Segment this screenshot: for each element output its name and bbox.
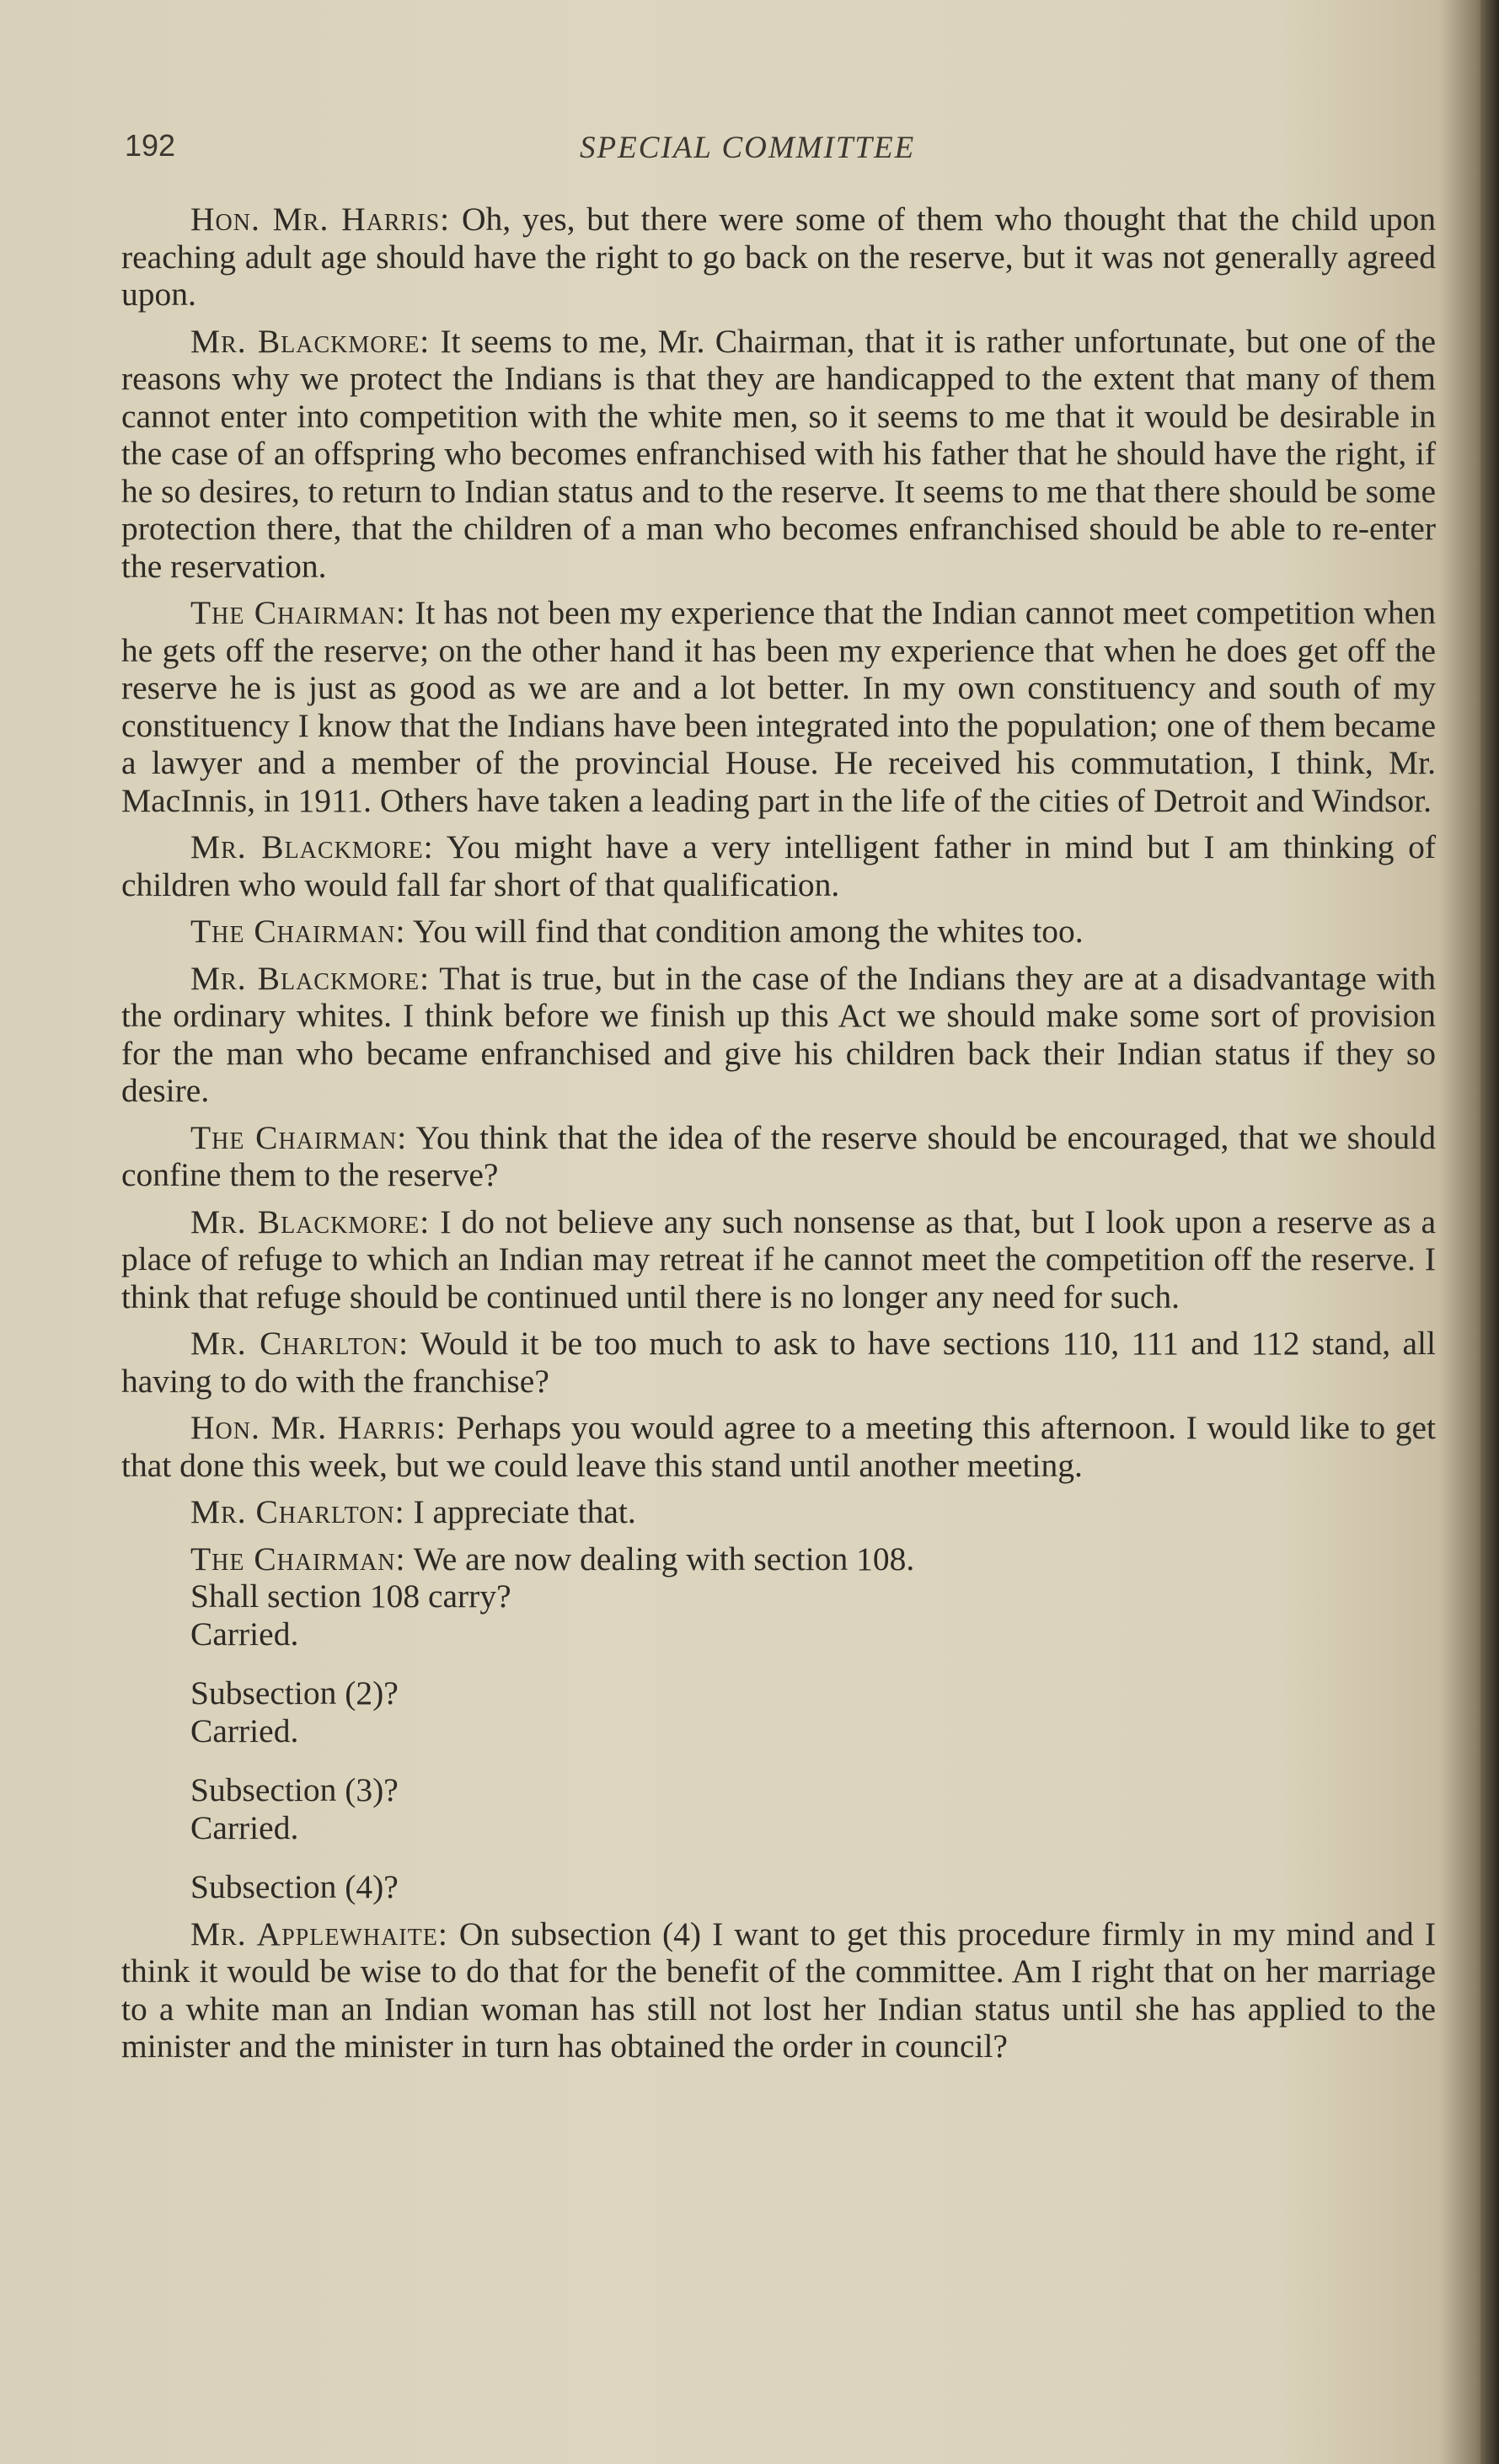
paragraph: [121, 1915, 1436, 2065]
paragraph-text: You think that the idea of the reserve should be encouraged, that we should confine them to the reserve?: [121, 1118, 1437, 1193]
paragraph: [121, 1409, 1436, 1484]
book-spine-edge: [1480, 0, 1499, 2464]
procedure-question: Subsection (3)?: [190, 1771, 399, 1808]
paragraph: [121, 828, 1436, 903]
paragraph-text: You will find that condition among the whites too.: [405, 913, 1084, 950]
procedure-result: Carried.: [190, 1711, 299, 1749]
speaker-name: The Chairman:: [190, 1540, 406, 1577]
paragraph: [121, 960, 1436, 1110]
paragraph: [121, 594, 1436, 819]
paragraph: [121, 201, 1436, 313]
paragraph: [121, 1493, 1436, 1531]
paragraph-text: You might have a very intelligent father in mind but I am thinking of children who would fall far short of that qualification.: [121, 828, 1436, 903]
procedure-question: Subsection (4)?: [190, 1868, 399, 1905]
speaker-name: Mr. Applewhaite:: [190, 1915, 448, 1952]
paragraph-text: It has not been my experience that the Indian cannot meet competition when he gets off the reserve; on the other hand it has been my experience that when he does get off the reserve he is just as good as we are and a lot better. In my own constituency and south of my constituency I know that the Indians have been integrated into the population; one of them became a lawyer and a member of the provincial House. He received his commutation, I think, Mr. MacInnis, in 1911. Others have taken a leading part in the life of the cities of Detroit and Windsor.: [121, 594, 1436, 819]
paragraph: [121, 323, 1436, 586]
paragraph-text: Would it be too much to ask to have sections 110, 111 and 112 stand, all having to do with the franchise?: [121, 1325, 1437, 1400]
speaker-name: The Chairman:: [190, 594, 406, 631]
paragraph: [121, 1119, 1436, 1194]
paragraph-text: That is true, but in the case of the Indians they are at a disadvantage with the ordinary whites. I think before we finish up this Act we should make some sort of provision for the man who became enfranchised and give his children back their Indian status if they so desire.: [121, 959, 1436, 1109]
page-number: 192: [125, 128, 176, 163]
speaker-name: Mr. Blackmore:: [190, 959, 431, 997]
paragraph: [121, 1203, 1436, 1316]
paragraph: [121, 913, 1436, 951]
speaker-name: Mr. Blackmore:: [190, 1203, 431, 1240]
paragraph-text: Oh, yes, but there were some of them who thought that the child upon reaching adult age should have the right to go back on the reserve, but it was not generally agreed upon.: [121, 201, 1437, 313]
speaker-name: Mr. Charlton:: [190, 1493, 405, 1530]
running-title: SPECIAL COMMITTEE: [580, 131, 916, 165]
paragraph-text: Perhaps you would agree to a meeting this afternoon. I would like to get that done this week, but we could leave this stand until another meeting.: [121, 1409, 1436, 1484]
paragraph-text: It seems to me, Mr. Chairman, that it is rather unfortunate, but one of the reasons why we protect the Indians is that they are handicapped to the extent that many of them cannot enter into competition with the white men, so it seems to me that it would be desirable in the case of an offspring who becomes enfranchised with his father that he should have the right, if he so desires, to return to Indian status and to the reserve. It seems to me that there should be some protection there, that the children of a man who becomes enfranchised should be able to re-enter the reservation.: [121, 322, 1436, 585]
procedure-question: Shall section 108 carry?: [190, 1577, 511, 1615]
page-body: [121, 201, 1436, 2075]
paragraph-text: I appreciate that.: [404, 1493, 636, 1530]
paragraph: [121, 1325, 1436, 1400]
speaker-name: Mr. Blackmore:: [190, 828, 434, 865]
speaker-name: The Chairman:: [190, 913, 406, 950]
running-head: [125, 128, 1432, 170]
speaker-name: Hon. Mr. Harris:: [190, 1409, 447, 1446]
paragraph-text: On subsection (4) I want to get this procedure firmly in my mind and I think it would be wise to do that for the benefit of the committee. Am I right that on her marriage to a white man an Indian woman has still not lost her Indian status until she has applied to the minister and the minister in turn has obtained the order in council?: [121, 1915, 1437, 2065]
procedure-question: Subsection (2)?: [190, 1674, 399, 1711]
paragraph: [121, 1540, 1436, 1578]
procedure-result: Carried.: [190, 1615, 299, 1652]
speaker-name: The Chairman:: [190, 1118, 408, 1156]
procedure-result: Carried.: [190, 1808, 299, 1846]
paragraph-text: We are now dealing with section 108.: [405, 1540, 915, 1577]
speaker-name: Mr. Blackmore:: [190, 322, 431, 360]
paragraph-text: I do not believe any such nonsense as that, but I look upon a reserve as a place of refuge to which an Indian may retreat if he cannot meet the competition off the reserve. I think that refuge should be continued until there is no longer any need for such.: [121, 1203, 1436, 1315]
speaker-name: Hon. Mr. Harris:: [190, 201, 451, 238]
speaker-name: Mr. Charlton:: [190, 1325, 410, 1362]
